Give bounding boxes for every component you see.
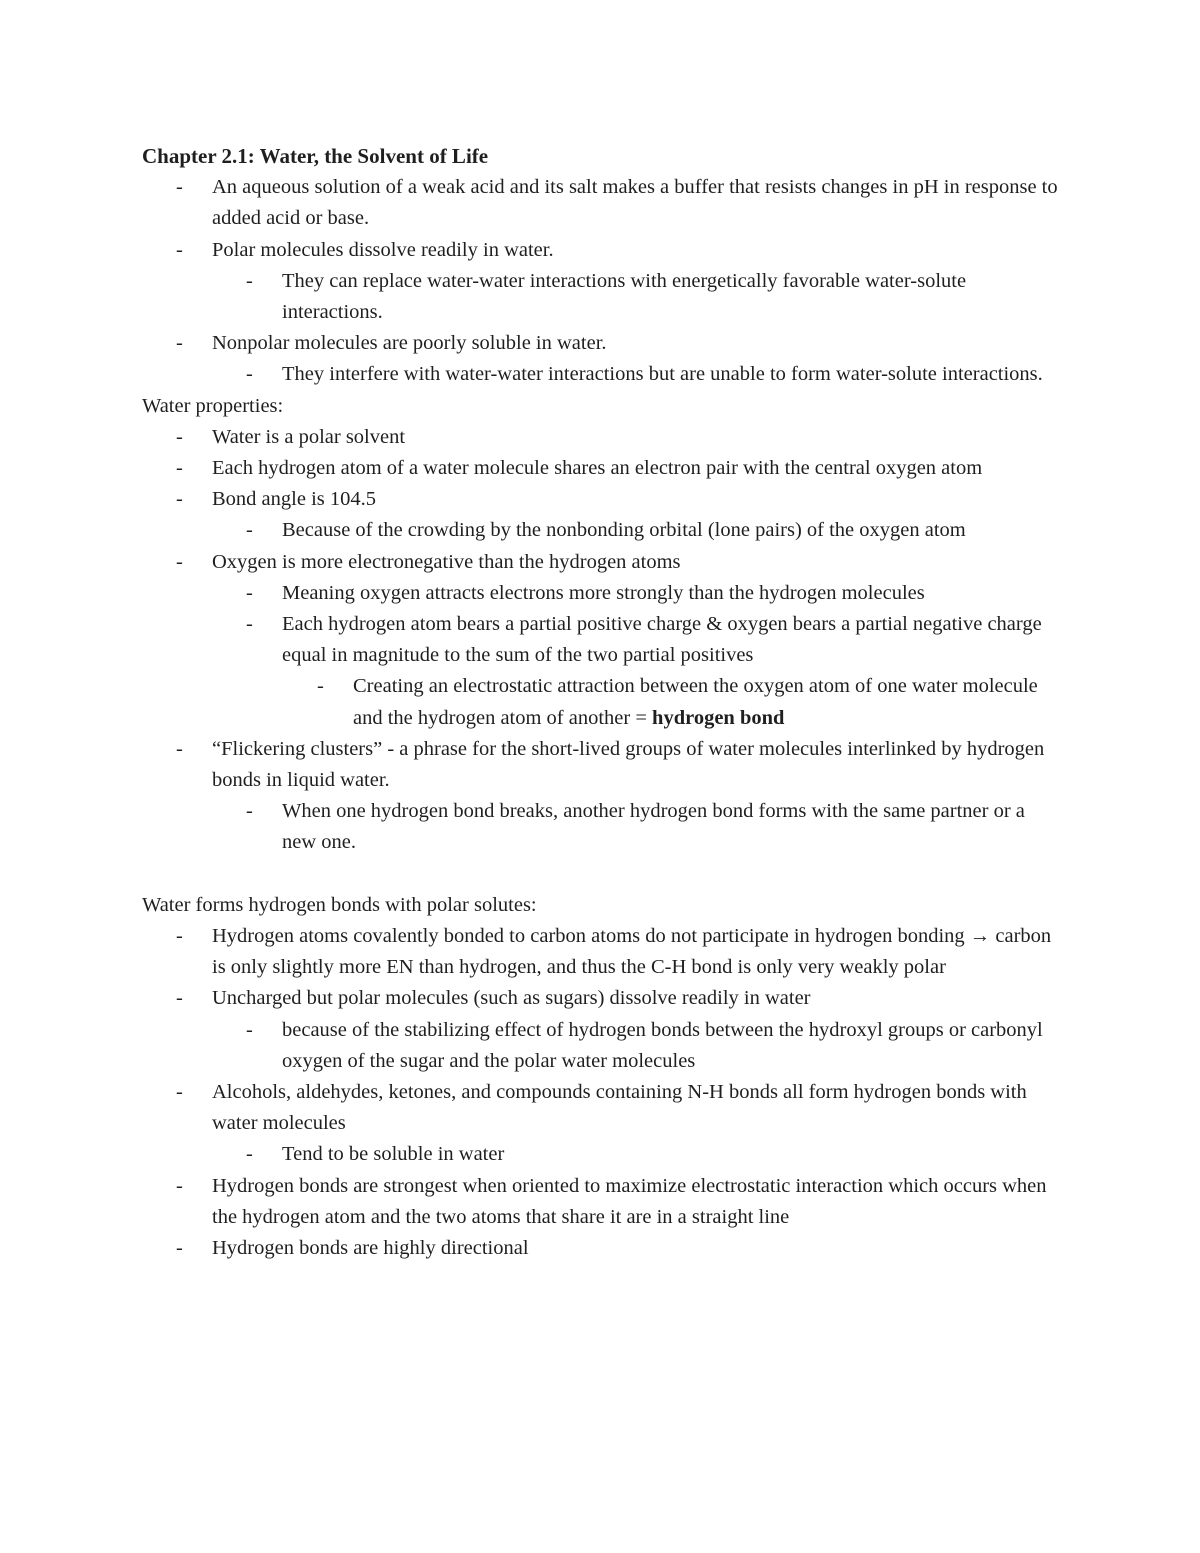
bullet-dash: - — [176, 488, 183, 511]
item-text: When one hydrogen bond breaks, another hydrogen bond forms with the same partner or a new one. — [282, 800, 1025, 854]
list-item — [142, 235, 1062, 266]
bullet-dash: - — [176, 1081, 183, 1104]
item-text: because of the stabilizing effect of hydrogen bonds between the hydroxyl groups or carbonyl oxygen of the sugar and the polar water molecules — [282, 1018, 1043, 1072]
list-item — [142, 1077, 1062, 1139]
list-item — [142, 1171, 1062, 1233]
bullet-dash: - — [176, 332, 183, 355]
list-item — [142, 484, 1062, 515]
hydrogen-bond-term: hydrogen bond — [652, 706, 785, 729]
list-item — [142, 422, 1062, 453]
item-text: Tend to be soluble in water — [282, 1143, 505, 1166]
item-text: Polar molecules dissolve readily in water. — [212, 238, 554, 261]
bullet-dash: - — [176, 425, 183, 448]
list-item — [142, 328, 1062, 359]
list-item — [142, 1139, 1062, 1170]
item-text: Nonpolar molecules are poorly soluble in water. — [212, 332, 607, 355]
bullet-dash: - — [246, 363, 253, 386]
item-text: Uncharged but polar molecules (such as sugars) dissolve readily in water — [212, 987, 811, 1010]
item-text: Meaning oxygen attracts electrons more strongly than the hydrogen molecules — [282, 581, 925, 604]
bullet-dash: - — [246, 613, 253, 636]
bullet-dash: - — [176, 925, 183, 948]
bullet-dash: - — [176, 238, 183, 261]
list-item — [142, 172, 1062, 234]
bullet-dash: - — [317, 675, 324, 698]
bullet-dash: - — [246, 800, 253, 823]
list-item — [142, 578, 1062, 609]
item-text: Oxygen is more electronegative than the hydrogen atoms — [212, 550, 681, 573]
section-heading: Water properties: — [142, 394, 284, 417]
item-text: An aqueous solution of a weak acid and its salt makes a buffer that resists changes in pH in response to added acid or base. — [212, 176, 1058, 230]
list-item — [142, 671, 1062, 733]
bullet-dash: - — [176, 1237, 183, 1260]
list-item — [142, 796, 1062, 858]
list-item — [142, 734, 1062, 796]
item-text: They interfere with water-water interactions but are unable to form water-solute interactions. — [282, 363, 1043, 386]
bullet-dash: - — [176, 737, 183, 760]
bullet-dash: - — [176, 176, 183, 199]
list-item — [142, 453, 1062, 484]
bullet-dash: - — [176, 550, 183, 573]
list-item — [142, 547, 1062, 578]
bullet-dash: - — [176, 1174, 183, 1197]
item-text: Hydrogen bonds are strongest when oriented to maximize electrostatic interaction which occurs when the hydrogen atom and the two atoms that share it are in a straight line — [212, 1174, 1047, 1228]
item-text: Water is a polar solvent — [212, 425, 406, 448]
list-item — [142, 515, 1062, 546]
bullet-dash: - — [246, 1143, 253, 1166]
chapter-title: Chapter 2.1: Water, the Solvent of Life — [142, 144, 489, 168]
list-item — [142, 359, 1062, 390]
item-text: Each hydrogen atom of a water molecule shares an electron pair with the central oxygen atom — [212, 457, 983, 480]
list-item — [142, 983, 1062, 1014]
item-text: Hydrogen atoms covalently bonded to carbon atoms do not participate in hydrogen bonding → carbon is only slightly more EN than hydrogen, and thus the C-H bond is only very weakly polar — [212, 925, 1052, 979]
list-item — [142, 1015, 1062, 1077]
item-text: Alcohols, aldehydes, ketones, and compounds containing N-H bonds all form hydrogen bonds with water molecules — [212, 1081, 1027, 1135]
list-item — [142, 921, 1062, 983]
bullet-dash: - — [246, 1018, 253, 1041]
blank-line — [142, 859, 1062, 890]
item-text: Bond angle is 104.5 — [212, 488, 376, 511]
list-item — [142, 266, 1062, 328]
item-text: “Flickering clusters” - a phrase for the short-lived groups of water molecules interlinked by hydrogen bonds in liquid water. — [212, 737, 1045, 792]
item-text: Hydrogen bonds are highly directional — [212, 1237, 529, 1260]
list-item — [142, 1233, 1062, 1264]
bullet-dash: - — [246, 269, 253, 292]
bullet-dash: - — [176, 987, 183, 1010]
item-text: Because of the crowding by the nonbonding orbital (lone pairs) of the oxygen atom — [282, 519, 966, 542]
bullet-dash: - — [246, 519, 253, 542]
section-heading: Water forms hydrogen bonds with polar solutes: — [142, 893, 537, 916]
item-text: Each hydrogen atom bears a partial positive charge & oxygen bears a partial negative charge equal in magnitude to the sum of the two partial positives — [282, 613, 1042, 667]
bullet-dash: - — [246, 581, 253, 604]
list-item — [142, 609, 1062, 671]
document-page — [142, 141, 1062, 1264]
bullet-dash: - — [176, 457, 183, 480]
item-text: Creating an electrostatic attraction between the oxygen atom of one water molecule and the hydrogen atom of another = — [353, 675, 1038, 729]
item-text: They can replace water-water interactions with energetically favorable water-solute interactions. — [282, 269, 967, 324]
